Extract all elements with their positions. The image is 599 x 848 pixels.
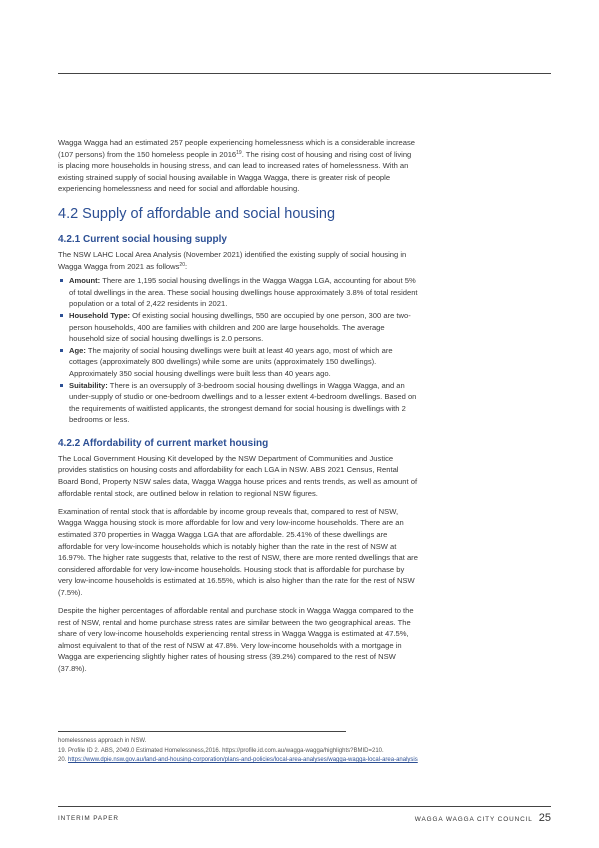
footnote-19: 19. Profile ID 2. ABS, 2049.0 Estimated Homelessness,2016. https://profile.id.com.au/wagga-wagga/highlights?BMID=210. xyxy=(58,747,384,754)
subsection-heading-social-supply: 4.2.1 Current social housing supply xyxy=(58,233,227,245)
footnote-ref-20[interactable]: 20 xyxy=(179,261,185,268)
footer-doc-title: INTERIM PAPER xyxy=(58,815,119,822)
footer-org-name: WAGGA WAGGA CITY COUNCIL xyxy=(414,816,533,823)
list-item-text: There is an oversupply of 3-bedroom social housing dwellings in Wagga Wagga, and an under-supply of studio or one-bedroom dwellings and to a lesser extent 4-bedroom dwellings. Based on the requirements of waitlisted applicants, the strongest demand for social housing is dwellings with 2 bedrooms or less. xyxy=(69,380,417,425)
social-supply-lead xyxy=(58,249,418,272)
list-item-term: Household Type: xyxy=(69,310,131,320)
lead-end: : xyxy=(184,261,188,271)
list-item-text: The majority of social housing dwellings were built at least 40 years ago, most of which are cottages (approximately 800 dwellings) while some are units (approximately 150 dwellings). Approximately 350 social housing dwellings were built less than 40 years ago. xyxy=(69,345,393,378)
affordability-paragraph: Despite the higher percentages of affordable rental and purchase stock in Wagga Wagga compared to the rest of NSW, rental and home purchase stress rates are similar between the two geographical areas. The share of very low-income households experiencing rental stress in Wagga Wagga is estimated at 47.5%, almost equivalent to that of the rest of NSW at 47.8%. Very low-income households with a mortgage in Wagga are experiencing slightly higher rates of housing stress (39.2%) compared to the rest of NSW (37.8%). xyxy=(58,606,414,673)
footnote-divider xyxy=(58,731,346,732)
list-item-term: Suitability: xyxy=(69,380,108,390)
footnote-link[interactable]: https://www.dpie.nsw.gov.au/land-and-housing-corporation/plans-and-policies/local-area-analyses/wagga-wagga-local-area-analysis xyxy=(68,757,418,763)
subsection-heading-affordability: 4.2.2 Affordability of current market housing xyxy=(58,437,269,449)
footnote-ref-19[interactable]: 19 xyxy=(236,149,242,156)
affordability-paragraph: The Local Government Housing Kit developed by the NSW Department of Communities and Justice provides statistics on housing costs and affordability for each LGA in NSW. ABS 2021 Census, Rental Board Bond, Property NSW sales data, Wagga Wagga house prices and rents trends, as well as amount of affordable rental stock, are outlined below in relation to regional NSW figures. xyxy=(58,453,418,498)
list-item-text: There are 1,195 social housing dwellings in the Wagga Wagga LGA, accounting for about 5% of total dwellings in the area. These social housing dwellings house approximately 3.8% of total resident population or a total of 2,422 residents in 2021. xyxy=(69,276,418,309)
intro-text-cont: . The rising cost of housing and rising cost of living is placing more households in housing stress, and can lead to increased rates of homelessness. With an existing strained supply of social housing available in Wagga Wagga, there is greater risk of people experiencing homelessness and need for social and affordable housing. xyxy=(58,149,412,194)
page-number: 25 xyxy=(538,812,551,824)
page-content xyxy=(58,137,418,681)
footer-org xyxy=(415,812,551,824)
list-item-term: Age: xyxy=(69,345,86,355)
lead-text: The NSW LAHC Local Area Analysis (November 2021) identified the existing supply of social housing in Wagga Wagga from 2021 as follows xyxy=(58,249,407,271)
list-item xyxy=(58,275,418,310)
list-item xyxy=(58,380,418,426)
social-supply-list xyxy=(58,275,418,426)
list-item-term: Amount: xyxy=(69,276,101,286)
list-item-text: Of existing social housing dwellings, 550 are occupied by one person, 300 are two-person households, 400 are families with children and 200 are large households. The average household size of social housing dwellings is 2.0 persons. xyxy=(69,310,411,344)
footer-divider xyxy=(58,806,551,807)
footnote-continuation: homelessness approach in NSW. xyxy=(58,738,147,744)
list-item xyxy=(58,310,418,345)
intro-text: Wagga Wagga had an estimated 257 people experiencing homelessness which is a considerable increase (107 persons) from the 150 homeless people in 2016 xyxy=(58,138,415,159)
intro-paragraph xyxy=(58,137,418,195)
footnote-number: 20. xyxy=(58,757,69,763)
footnote-20 xyxy=(58,756,420,766)
section-heading: 4.2 Supply of affordable and social housing xyxy=(58,205,336,222)
top-divider xyxy=(58,73,551,74)
footnotes xyxy=(58,737,420,766)
affordability-paragraph: Examination of rental stock that is affordable by income group reveals that, compared to rest of NSW, Wagga Wagga housing stock is more affordable for low and very low-income households. There are an estimated 370 properties in Wagga Wagga LGA that are affordable. 25.41% of these dwellings are affordable for very low-income households which is notably higher than the rate in the rest of NSW at 16.97%. The higher rate suggests that, relative to the rest of NSW, there are more rented dwellings that are considered affordable for very low-income households. Housing stock that is affordable for purchase by very low-income households is estimated at 16.55%, which is also higher than the rate for the rest of NSW (7.5%). xyxy=(58,506,418,597)
list-item xyxy=(58,345,418,380)
